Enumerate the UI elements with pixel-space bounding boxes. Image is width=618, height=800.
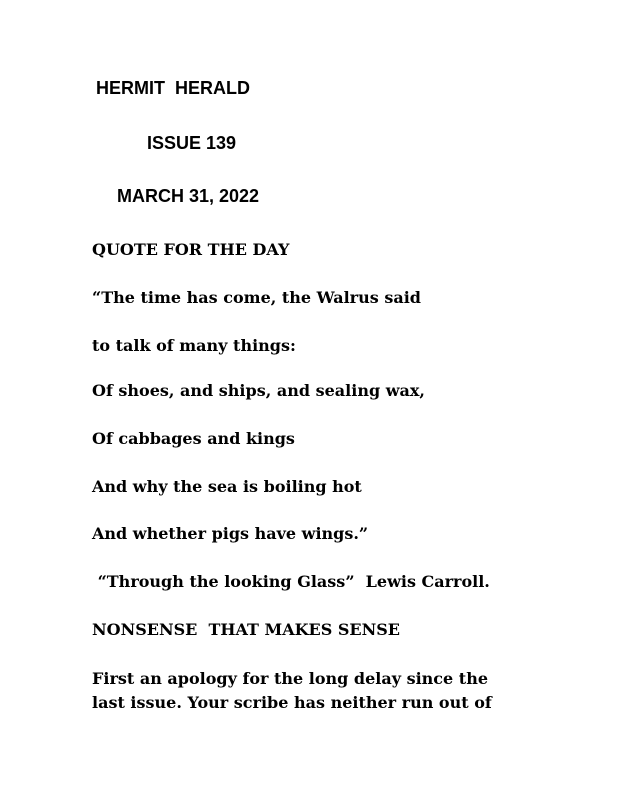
quote-line: And why the sea is boiling hot [92,477,362,496]
masthead-title: HERMIT HERALD [96,78,250,98]
quote-line: Of shoes, and ships, and sealing wax, [92,381,425,400]
issue-number: ISSUE 139 [147,133,237,153]
nonsense-heading: NONSENSE THAT MAKES SENSE [92,620,400,639]
issue-date: MARCH 31, 2022 [117,186,260,206]
paragraph-line: last issue. Your scribe has neither run out of [92,693,492,712]
quote-heading: QUOTE FOR THE DAY [92,240,290,259]
paragraph-line: First an apology for the long delay since the [92,669,488,688]
nonsense-paragraph [92,667,512,715]
quote-line: And whether pigs have wings.” [92,524,369,543]
quote-attribution: “Through the looking Glass” Lewis Carroll. [92,572,490,591]
quote-line: Of cabbages and kings [92,429,295,448]
quote-line: to talk of many things: [92,336,296,355]
quote-line: “The time has come, the Walrus said [92,288,421,307]
